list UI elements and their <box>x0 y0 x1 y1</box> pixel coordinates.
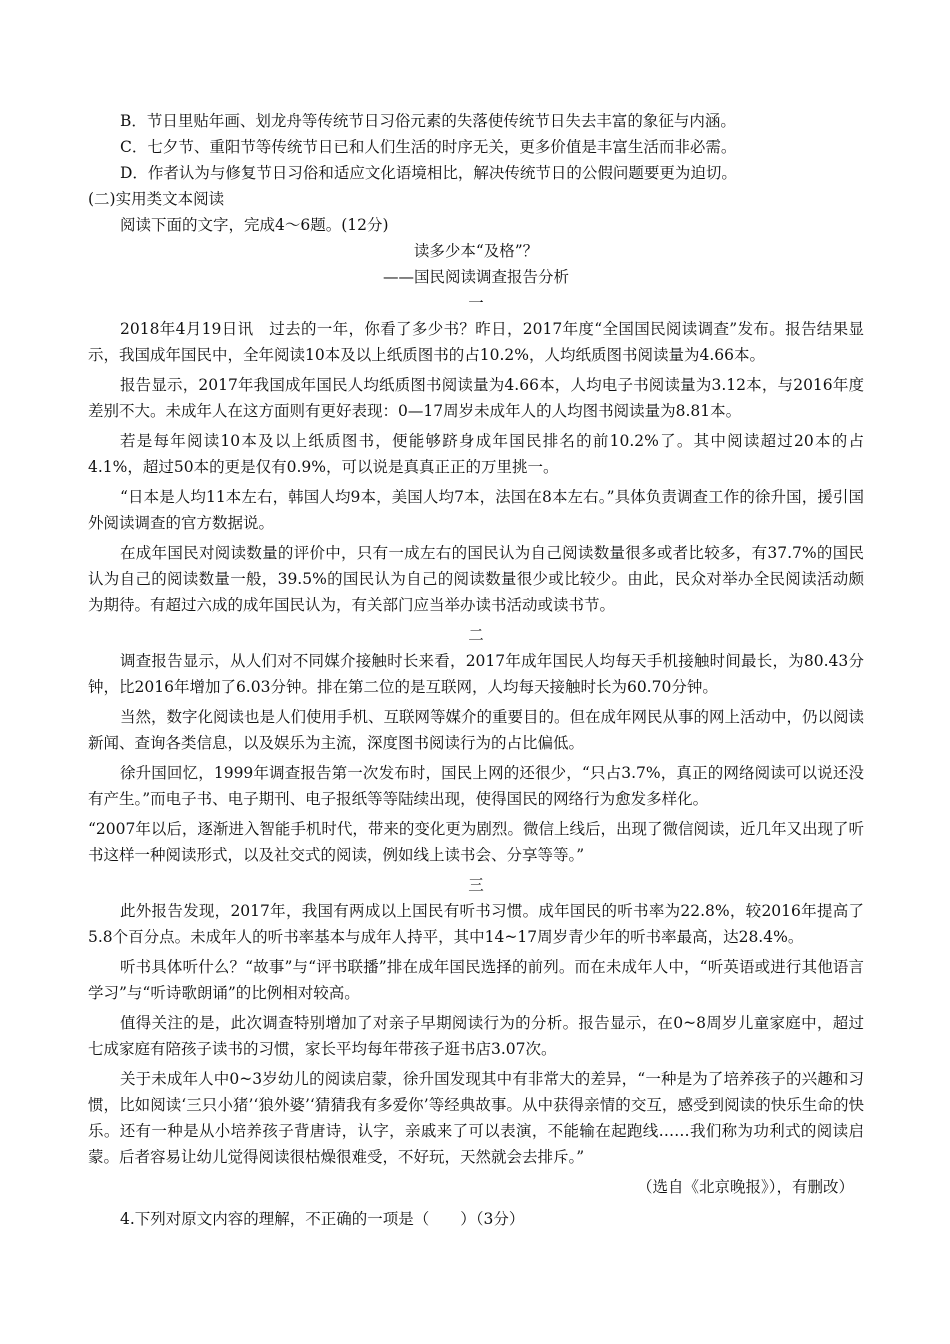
paragraph: 若是每年阅读10本及以上纸质图书，便能够跻身成年国民排名的前10.2%了。其中阅读超过20本的占4.1%，超过50本的更是仅有0.9%，可以说是真真正正的万里挑一。 <box>88 432 864 476</box>
option-b: B．节日里贴年画、划龙舟等传统节日习俗元素的失落使传统节日失去丰富的象征与内涵。 <box>120 112 736 130</box>
paragraph: “日本是人均11本左右，韩国人均9本，美国人均7本，法国在8本左右。”具体负责调查工作的徐升国，援引国外阅读调查的官方数据说。 <box>88 488 864 532</box>
part-label-3: 三 <box>468 876 484 894</box>
article-subtitle: ——国民阅读调查报告分析 <box>382 268 569 286</box>
article-title: 读多少本“及格”？ <box>413 242 539 260</box>
article-source: （选自《北京晚报》），有删改） <box>636 1178 854 1196</box>
paragraph: 徐升国回忆，1999年调查报告第一次发布时，国民上网的还很少，“只占3.7%，真正的网络阅读可以说还没有产生。”而电子书、电子期刊、电子报纸等等陆续出现，使得国民的网络行为愈发多样化。 <box>88 764 864 808</box>
part-label-2: 二 <box>468 626 484 644</box>
section-heading: (二)实用类文本阅读 <box>88 190 225 208</box>
paragraph: 在成年国民对阅读数量的评价中，只有一成左右的国民认为自己阅读数量很多或者比较多，有37.7%的国民认为自己的阅读数量一般，39.5%的国民认为自己的阅读数量很少或比较少。由此，民众对举办全民阅读活动颇为期待。有超过六成的成年国民认为，有关部门应当举办读书活动或读书节。 <box>88 544 864 614</box>
option-d: D．作者认为与修复节日习俗和适应文化语境相比，解决传统节日的公假问题要更为迫切。 <box>120 164 737 182</box>
paragraph: 报告显示，2017年我国成年国民人均纸质图书阅读量为4.66本，人均电子书阅读量为3.12本，与2016年度差别不大。未成年人在这方面则有更好表现：0—17周岁未成年人的人均图书阅读量为8.81本。 <box>88 376 864 420</box>
paragraph-quote: “2007年以后，逐渐进入智能手机时代，带来的变化更为剧烈。微信上线后，出现了微信阅读，近几年又出现了听书这样一种阅读形式，以及社交式的阅读，例如线上读书会、分享等等。” <box>88 820 864 864</box>
option-c: C．七夕节、重阳节等传统节日已和人们生活的时序无关，更多价值是丰富生活而非必需。 <box>120 138 737 156</box>
paragraph: 听书具体听什么？“故事”与“评书联播”排在成年国民选择的前列。而在未成年人中，“听英语或进行其他语言学习”与“听诗歌朗诵”的比例相对较高。 <box>88 958 864 1002</box>
exam-page <box>88 108 864 1232</box>
paragraph: 2018年4月19日讯 过去的一年，你看了多少书？昨日，2017年度“全国国民阅读调查”发布。报告结果显示，我国成年国民中，全年阅读10本及以上纸质图书的占10.2%，人均纸质图书阅读量为4.66本。 <box>88 320 864 364</box>
paragraph: 值得关注的是，此次调查特别增加了对亲子早期阅读行为的分析。报告显示，在0~8周岁儿童家庭中，超过七成家庭有陪孩子读书的习惯，家长平均每年带孩子逛书店3.07次。 <box>88 1014 864 1058</box>
paragraph: 此外报告发现，2017年，我国有两成以上国民有听书习惯。成年国民的听书率为22.8%，较2016年提高了5.8个百分点。未成年人的听书率基本与成年人持平，其中14~17周岁青少年的听书率最高，达28.4%。 <box>88 902 864 946</box>
paragraph: 当然，数字化阅读也是人们使用手机、互联网等媒介的重要目的。但在成年网民从事的网上活动中，仍以阅读新闻、查询各类信息，以及娱乐为主流，深度图书阅读行为的占比偏低。 <box>88 708 865 752</box>
paragraph: 关于未成年人中0~3岁幼儿的阅读启蒙，徐升国发现其中有非常大的差异，“一种是为了培养孩子的兴趣和习惯，比如阅读‘三只小猪’‘狼外婆’‘猜猜我有多爱你’等经典故事。从中获得亲情的交互，感受到阅读的快乐生命的快乐。还有一种是从小培养孩子背唐诗，认字，亲戚来了可以表演，不能输在起跑线……我们称为功利式的阅读启蒙。后者容易让幼儿觉得阅读很枯燥很难受，不好玩，天然就会去排斥。” <box>88 1070 864 1166</box>
paragraph: 调查报告显示，从人们对不同媒介接触时长来看，2017年成年国民人均每天手机接触时间最长，为80.43分钟，比2016年增加了6.03分钟。排在第二位的是互联网，人均每天接触时长为60.70分钟。 <box>88 652 864 696</box>
part-label-1: 一 <box>468 294 484 312</box>
section-instruction: 阅读下面的文字，完成4～6题。(12分) <box>120 216 389 234</box>
question-4: 4.下列对原文内容的理解，不正确的一项是（ ）（3分） <box>120 1210 525 1228</box>
